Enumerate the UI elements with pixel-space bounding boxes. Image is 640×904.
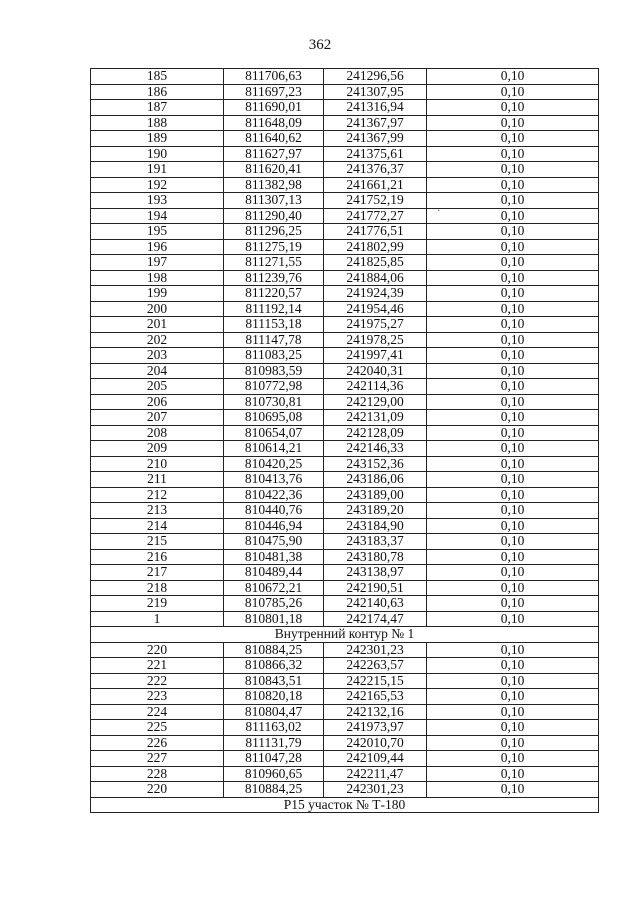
table-row [91, 534, 599, 550]
y-coordinate-cell: 242174,47 [324, 611, 427, 627]
y-coordinate-cell: 242215,15 [324, 673, 427, 689]
y-coordinate-cell: 242301,23 [324, 642, 427, 658]
table-row [91, 84, 599, 100]
point-number-cell: 220 [91, 782, 224, 798]
y-coordinate-cell: 241367,97 [324, 115, 427, 131]
point-number-cell: 191 [91, 162, 224, 178]
point-number-cell: 186 [91, 84, 224, 100]
table-row [91, 332, 599, 348]
section-title: Р15 участок № Т-180 [91, 797, 599, 813]
y-coordinate-cell: 241367,99 [324, 131, 427, 147]
x-coordinate-cell: 811047,28 [224, 751, 324, 767]
table-row [91, 487, 599, 503]
point-number-cell: 195 [91, 224, 224, 240]
point-number-cell: 207 [91, 410, 224, 426]
point-number-cell: 221 [91, 658, 224, 674]
point-number-cell: 199 [91, 286, 224, 302]
y-coordinate-cell: 243189,20 [324, 503, 427, 519]
x-coordinate-cell: 810420,25 [224, 456, 324, 472]
point-number-cell: 1 [91, 611, 224, 627]
precision-cell: 0,10 [427, 456, 599, 472]
point-number-cell: 185 [91, 69, 224, 85]
y-coordinate-cell: 242128,09 [324, 425, 427, 441]
precision-cell: 0,10 [427, 766, 599, 782]
x-coordinate-cell: 811147,78 [224, 332, 324, 348]
point-number-cell: 209 [91, 441, 224, 457]
x-coordinate-cell: 810413,76 [224, 472, 324, 488]
y-coordinate-cell: 241825,85 [324, 255, 427, 271]
precision-cell: 0,10 [427, 332, 599, 348]
table-row [91, 673, 599, 689]
y-coordinate-cell: 241978,25 [324, 332, 427, 348]
point-number-cell: 228 [91, 766, 224, 782]
y-coordinate-cell: 243180,78 [324, 549, 427, 565]
table-row [91, 255, 599, 271]
point-number-cell: 224 [91, 704, 224, 720]
precision-cell: 0,10 [427, 487, 599, 503]
point-number-cell: 189 [91, 131, 224, 147]
point-number-cell: 200 [91, 301, 224, 317]
table-row [91, 286, 599, 302]
coordinates-table-body [91, 69, 599, 813]
precision-cell: 0,10 [427, 704, 599, 720]
y-coordinate-cell: 241973,97 [324, 720, 427, 736]
x-coordinate-cell: 811706,63 [224, 69, 324, 85]
precision-cell: 0,10 [427, 441, 599, 457]
y-coordinate-cell: 243184,90 [324, 518, 427, 534]
precision-cell: 0,10 [427, 534, 599, 550]
y-coordinate-cell: 242190,51 [324, 580, 427, 596]
page-number: 362 [308, 37, 332, 53]
y-coordinate-cell: 241296,56 [324, 69, 427, 85]
y-coordinate-cell: 241924,39 [324, 286, 427, 302]
precision-cell: 0,10 [427, 642, 599, 658]
precision-cell: 0,10 [427, 69, 599, 85]
point-number-cell: 227 [91, 751, 224, 767]
point-number-cell: 213 [91, 503, 224, 519]
y-coordinate-cell: 242132,16 [324, 704, 427, 720]
precision-cell: 0,10 [427, 673, 599, 689]
x-coordinate-cell: 810843,51 [224, 673, 324, 689]
x-coordinate-cell: 810440,76 [224, 503, 324, 519]
precision-cell: 0,10 [427, 720, 599, 736]
table-row [91, 472, 599, 488]
point-number-cell: 197 [91, 255, 224, 271]
table-row [91, 410, 599, 426]
x-coordinate-cell: 811296,25 [224, 224, 324, 240]
precision-cell: 0,10 [427, 193, 599, 209]
y-coordinate-cell: 241802,99 [324, 239, 427, 255]
x-coordinate-cell: 810884,25 [224, 642, 324, 658]
x-coordinate-cell: 810446,94 [224, 518, 324, 534]
x-coordinate-cell: 810614,21 [224, 441, 324, 457]
precision-cell: 0,10 [427, 131, 599, 147]
y-coordinate-cell: 241752,19 [324, 193, 427, 209]
precision-cell: 0,10 [427, 348, 599, 364]
precision-cell: 0,10 [427, 239, 599, 255]
x-coordinate-cell: 810481,38 [224, 549, 324, 565]
x-coordinate-cell: 810772,98 [224, 379, 324, 395]
y-coordinate-cell: 242211,47 [324, 766, 427, 782]
table-row [91, 658, 599, 674]
precision-cell: 0,10 [427, 565, 599, 581]
precision-cell: 0,10 [427, 301, 599, 317]
point-number-cell: 216 [91, 549, 224, 565]
precision-cell: 0,10 [427, 518, 599, 534]
x-coordinate-cell: 811627,97 [224, 146, 324, 162]
y-coordinate-cell: 242263,57 [324, 658, 427, 674]
x-coordinate-cell: 811271,55 [224, 255, 324, 271]
table-row [91, 751, 599, 767]
point-number-cell: 210 [91, 456, 224, 472]
y-coordinate-cell: 241776,51 [324, 224, 427, 240]
x-coordinate-cell: 811275,19 [224, 239, 324, 255]
point-number-cell: 190 [91, 146, 224, 162]
x-coordinate-cell: 811620,41 [224, 162, 324, 178]
y-coordinate-cell: 243138,97 [324, 565, 427, 581]
y-coordinate-cell: 243183,37 [324, 534, 427, 550]
point-number-cell: 214 [91, 518, 224, 534]
y-coordinate-cell: 241375,61 [324, 146, 427, 162]
x-coordinate-cell: 811690,01 [224, 100, 324, 116]
precision-cell: 0,10 [427, 255, 599, 271]
table-row [91, 317, 599, 333]
precision-cell: 0,10 [427, 425, 599, 441]
precision-cell: 0,10 [427, 472, 599, 488]
precision-cell: 0,10 [427, 146, 599, 162]
y-coordinate-cell: 242040,31 [324, 363, 427, 379]
x-coordinate-cell: 810804,47 [224, 704, 324, 720]
table-row [91, 689, 599, 705]
scan-mark: · [437, 206, 441, 217]
y-coordinate-cell: 241954,46 [324, 301, 427, 317]
table-row [91, 456, 599, 472]
point-number-cell: 187 [91, 100, 224, 116]
x-coordinate-cell: 811153,18 [224, 317, 324, 333]
point-number-cell: 217 [91, 565, 224, 581]
y-coordinate-cell: 241884,06 [324, 270, 427, 286]
precision-cell: 0,10 [427, 580, 599, 596]
y-coordinate-cell: 242131,09 [324, 410, 427, 426]
precision-cell: 0,10 [427, 782, 599, 798]
table-row [91, 146, 599, 162]
table-row [91, 208, 599, 224]
precision-cell: 0,10 [427, 394, 599, 410]
x-coordinate-cell: 811192,14 [224, 301, 324, 317]
precision-cell: 0,10 [427, 503, 599, 519]
point-number-cell: 215 [91, 534, 224, 550]
x-coordinate-cell: 810983,59 [224, 363, 324, 379]
precision-cell: 0,10 [427, 363, 599, 379]
table-row [91, 580, 599, 596]
precision-cell: 0,10 [427, 549, 599, 565]
table-row [91, 611, 599, 627]
point-number-cell: 218 [91, 580, 224, 596]
x-coordinate-cell: 811382,98 [224, 177, 324, 193]
table-row [91, 224, 599, 240]
point-number-cell: 198 [91, 270, 224, 286]
point-number-cell: 212 [91, 487, 224, 503]
section-header-row [91, 797, 599, 813]
y-coordinate-cell: 243152,36 [324, 456, 427, 472]
y-coordinate-cell: 241316,94 [324, 100, 427, 116]
x-coordinate-cell: 811290,40 [224, 208, 324, 224]
point-number-cell: 225 [91, 720, 224, 736]
x-coordinate-cell: 810801,18 [224, 611, 324, 627]
table-row [91, 735, 599, 751]
point-number-cell: 222 [91, 673, 224, 689]
x-coordinate-cell: 810866,32 [224, 658, 324, 674]
table-row [91, 425, 599, 441]
x-coordinate-cell: 810730,81 [224, 394, 324, 410]
table-row [91, 69, 599, 85]
point-number-cell: 192 [91, 177, 224, 193]
table-row [91, 642, 599, 658]
x-coordinate-cell: 810654,07 [224, 425, 324, 441]
point-number-cell: 196 [91, 239, 224, 255]
precision-cell: 0,10 [427, 208, 599, 224]
x-coordinate-cell: 811163,02 [224, 720, 324, 736]
table-row [91, 503, 599, 519]
table-row [91, 301, 599, 317]
table-row [91, 115, 599, 131]
table-row [91, 720, 599, 736]
table-row [91, 239, 599, 255]
x-coordinate-cell: 811131,79 [224, 735, 324, 751]
y-coordinate-cell: 242165,53 [324, 689, 427, 705]
table-row [91, 549, 599, 565]
table-row [91, 565, 599, 581]
x-coordinate-cell: 810785,26 [224, 596, 324, 612]
section-title: Внутренний контур № 1 [91, 627, 599, 643]
table-row [91, 596, 599, 612]
table-row [91, 441, 599, 457]
point-number-cell: 193 [91, 193, 224, 209]
table-row [91, 131, 599, 147]
table-row [91, 704, 599, 720]
point-number-cell: 223 [91, 689, 224, 705]
point-number-cell: 203 [91, 348, 224, 364]
x-coordinate-cell: 811220,57 [224, 286, 324, 302]
point-number-cell: 194 [91, 208, 224, 224]
table-row [91, 177, 599, 193]
coordinates-table [90, 68, 599, 813]
precision-cell: 0,10 [427, 317, 599, 333]
x-coordinate-cell: 811640,62 [224, 131, 324, 147]
precision-cell: 0,10 [427, 270, 599, 286]
point-number-cell: 220 [91, 642, 224, 658]
y-coordinate-cell: 242010,70 [324, 735, 427, 751]
point-number-cell: 204 [91, 363, 224, 379]
point-number-cell: 201 [91, 317, 224, 333]
table-row [91, 766, 599, 782]
y-coordinate-cell: 243186,06 [324, 472, 427, 488]
y-coordinate-cell: 242114,36 [324, 379, 427, 395]
table-row [91, 100, 599, 116]
y-coordinate-cell: 241975,27 [324, 317, 427, 333]
point-number-cell: 208 [91, 425, 224, 441]
y-coordinate-cell: 242129,00 [324, 394, 427, 410]
x-coordinate-cell: 811083,25 [224, 348, 324, 364]
section-header-row [91, 627, 599, 643]
table-row [91, 348, 599, 364]
x-coordinate-cell: 811697,23 [224, 84, 324, 100]
y-coordinate-cell: 241376,37 [324, 162, 427, 178]
table-row [91, 193, 599, 209]
point-number-cell: 206 [91, 394, 224, 410]
y-coordinate-cell: 242146,33 [324, 441, 427, 457]
x-coordinate-cell: 810489,44 [224, 565, 324, 581]
table-row [91, 363, 599, 379]
x-coordinate-cell: 810820,18 [224, 689, 324, 705]
table-row [91, 379, 599, 395]
precision-cell: 0,10 [427, 177, 599, 193]
precision-cell: 0,10 [427, 658, 599, 674]
x-coordinate-cell: 811239,76 [224, 270, 324, 286]
y-coordinate-cell: 242109,44 [324, 751, 427, 767]
precision-cell: 0,10 [427, 689, 599, 705]
y-coordinate-cell: 243189,00 [324, 487, 427, 503]
table-row [91, 394, 599, 410]
table-row [91, 270, 599, 286]
point-number-cell: 211 [91, 472, 224, 488]
point-number-cell: 202 [91, 332, 224, 348]
y-coordinate-cell: 241661,21 [324, 177, 427, 193]
y-coordinate-cell: 241997,41 [324, 348, 427, 364]
x-coordinate-cell: 810884,25 [224, 782, 324, 798]
table-row [91, 518, 599, 534]
precision-cell: 0,10 [427, 224, 599, 240]
precision-cell: 0,10 [427, 611, 599, 627]
y-coordinate-cell: 241772,27 [324, 208, 427, 224]
point-number-cell: 188 [91, 115, 224, 131]
table-row [91, 162, 599, 178]
precision-cell: 0,10 [427, 596, 599, 612]
point-number-cell: 219 [91, 596, 224, 612]
point-number-cell: 205 [91, 379, 224, 395]
point-number-cell: 226 [91, 735, 224, 751]
precision-cell: 0,10 [427, 410, 599, 426]
x-coordinate-cell: 811648,09 [224, 115, 324, 131]
precision-cell: 0,10 [427, 115, 599, 131]
x-coordinate-cell: 810672,21 [224, 580, 324, 596]
y-coordinate-cell: 242301,23 [324, 782, 427, 798]
x-coordinate-cell: 810422,36 [224, 487, 324, 503]
precision-cell: 0,10 [427, 751, 599, 767]
table-row [91, 782, 599, 798]
x-coordinate-cell: 810695,08 [224, 410, 324, 426]
precision-cell: 0,10 [427, 162, 599, 178]
y-coordinate-cell: 242140,63 [324, 596, 427, 612]
precision-cell: 0,10 [427, 286, 599, 302]
precision-cell: 0,10 [427, 379, 599, 395]
x-coordinate-cell: 810475,90 [224, 534, 324, 550]
x-coordinate-cell: 810960,65 [224, 766, 324, 782]
y-coordinate-cell: 241307,95 [324, 84, 427, 100]
precision-cell: 0,10 [427, 100, 599, 116]
precision-cell: 0,10 [427, 84, 599, 100]
x-coordinate-cell: 811307,13 [224, 193, 324, 209]
precision-cell: 0,10 [427, 735, 599, 751]
